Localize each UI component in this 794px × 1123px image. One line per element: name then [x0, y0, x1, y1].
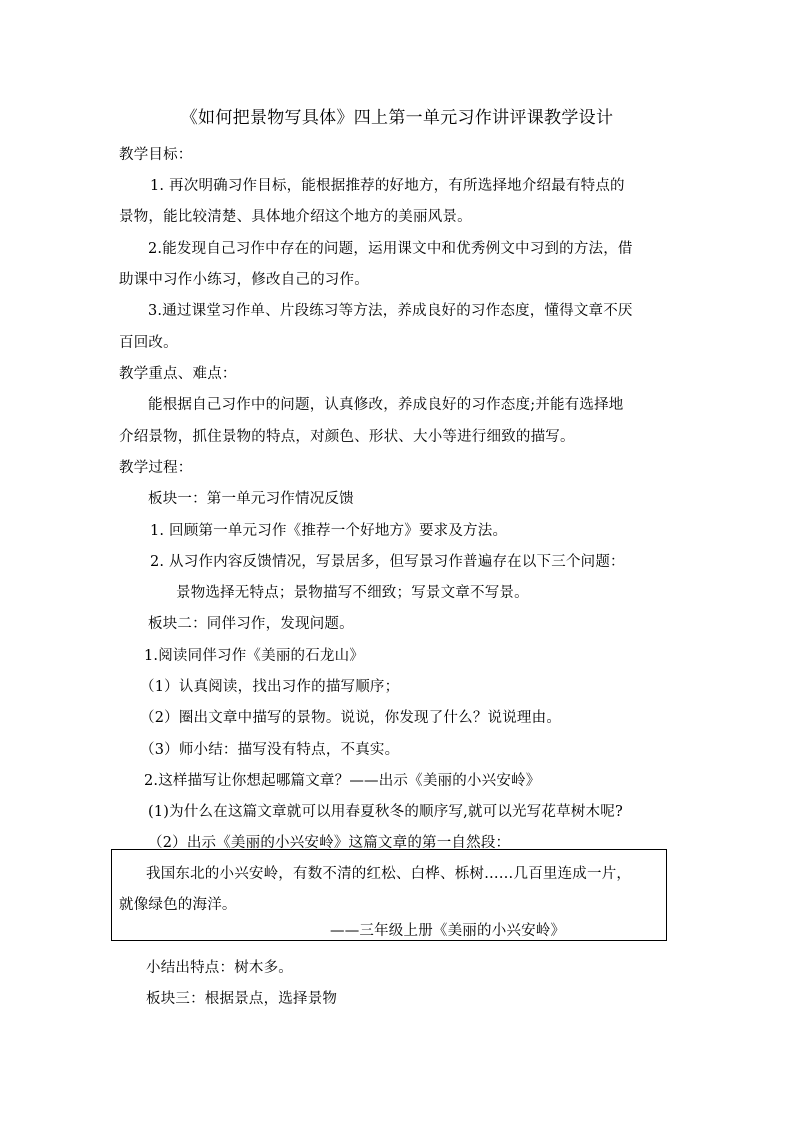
key-points-line-2: 介绍景物，抓住景物的特点，对颜色、形状、大小等进行细致的描写。 [119, 429, 575, 445]
objective-3-line-2: 百回改。 [119, 335, 178, 351]
quote-source: ——三年级上册《美丽的小兴安岭》 [330, 923, 566, 939]
objective-2-line-2: 助课中习作小练习，修改自己的习作。 [119, 272, 369, 288]
block-1-item-2-continued: 景物选择无特点；景物描写不细致；写景文章不写景。 [176, 585, 529, 601]
block-2-step-1: 1.阅读同伴习作《美丽的石龙山》 [144, 648, 365, 664]
block-2-summary: 小结出特点：树木多。 [146, 960, 293, 976]
objective-1-line-1: 1. 再次明确习作目标，能根据推荐的好地方，有所选择地介绍最有特点的 [150, 178, 625, 194]
objective-3-line-1: 3.通过课堂习作单、片段练习等方法，养成良好的习作态度，懂得文章不厌 [148, 303, 633, 319]
block-1-item-1: 1. 回顾第一单元习作《推荐一个好地方》要求及方法。 [150, 523, 508, 539]
block-1-title: 板块一：第一单元习作情况反馈 [148, 491, 354, 507]
objective-2-line-1: 2.能发现自己习作中存在的问题，运用课文中和优秀例文中习到的方法，借 [148, 241, 633, 257]
quote-line-1: 我国东北的小兴安岭，有数不清的红松、白桦、栎树……几百里连成一片， [146, 866, 632, 882]
process-heading: 教学过程： [119, 460, 193, 476]
block-3-title: 板块三：根据景点，选择景物 [146, 991, 338, 1007]
block-2-question-1: (1)为什么在这篇文章就可以用春夏秋冬的顺序写,就可以光写花草树木呢? [148, 804, 623, 820]
block-1-item-2: 2. 从习作内容反馈情况，写景居多，但写景习作普遍存在以下三个问题： [150, 554, 625, 570]
objectives-heading: 教学目标： [119, 147, 193, 163]
block-2-sub-2: （2）圈出文章中描写的景物。说说，你发现了什么？说说理由。 [140, 710, 562, 726]
document-title: 《如何把景物写具体》四上第一单元习作讲评课教学设计 [180, 108, 614, 128]
key-points-heading: 教学重点、难点： [119, 366, 237, 382]
objective-1-line-2: 景物，能比较清楚、具体地介绍这个地方的美丽风景。 [119, 209, 472, 225]
quote-line-2: 就像绿色的海洋。 [119, 897, 237, 913]
block-2-question-2: （2）出示《美丽的小兴安岭》这篇文章的第一自然段： [148, 835, 511, 851]
key-points-line-1: 能根据自己习作中的问题，认真修改，养成良好的习作态度;并能有选择地 [148, 397, 624, 413]
block-2-sub-3: （3）师小结：描写没有特点，不真实。 [140, 742, 400, 758]
block-2-sub-1: （1）认真阅读，找出习作的描写顺序； [140, 679, 400, 695]
block-2-title: 板块二：同伴习作，发现问题。 [148, 616, 354, 632]
block-2-step-2: 2.这样描写让你想起哪篇文章？——出示《美丽的小兴安岭》 [144, 773, 541, 789]
